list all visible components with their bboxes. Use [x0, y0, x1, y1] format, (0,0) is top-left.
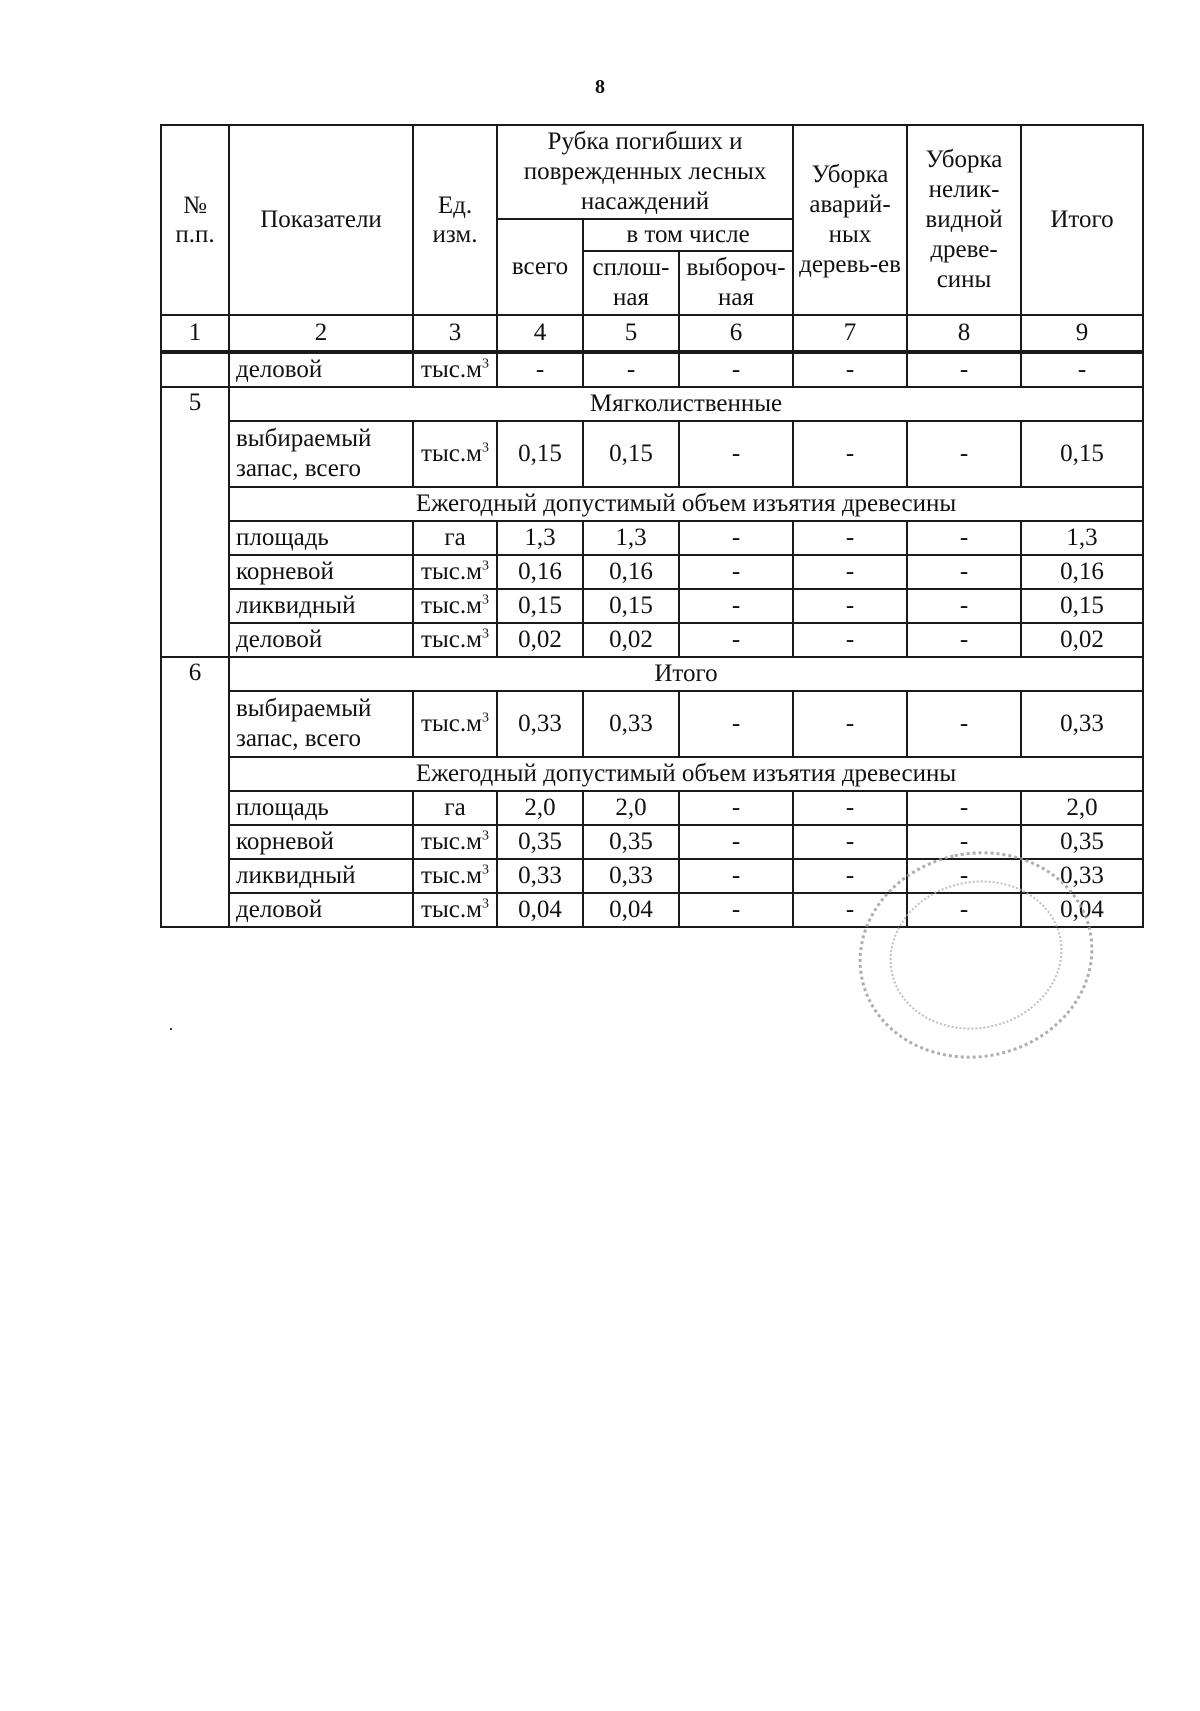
value-cell-col-4: - [497, 352, 583, 387]
value-cell-col-7: - [793, 623, 907, 657]
header-total-sub: всего [497, 219, 583, 315]
indicator-label: площадь [229, 791, 413, 825]
column-number-8: 8 [907, 315, 1021, 352]
value-cell-col-4: 0,15 [497, 589, 583, 623]
value-cell-col-5: 0,33 [583, 691, 679, 757]
value-cell-col-5: 1,3 [583, 521, 679, 555]
value-cell-col-4: 0,33 [497, 691, 583, 757]
value-cell-col-7: - [793, 421, 907, 487]
value-cell-col-6: - [679, 589, 793, 623]
header-itogo: Итого [1021, 125, 1143, 315]
value-cell-col-6: - [679, 521, 793, 555]
section-title-row [161, 387, 1143, 421]
value-cell-col-6: - [679, 623, 793, 657]
value-cell-col-4: 0,04 [497, 893, 583, 927]
forest-table [160, 124, 1144, 928]
value-cell-col-5: 0,04 [583, 893, 679, 927]
section-number: 6 [161, 657, 229, 927]
subsection-title-row [161, 757, 1143, 791]
column-number-9: 9 [1021, 315, 1143, 352]
column-number-1: 1 [161, 315, 229, 352]
value-cell-col-8: - [907, 623, 1021, 657]
unit-cell: $тыс.м^3$ [413, 691, 497, 757]
unit-cell: $тыс.м^3$ [413, 893, 497, 927]
value-cell-col-4: 0,02 [497, 623, 583, 657]
value-cell-col-7: - [793, 859, 907, 893]
value-cell-col-5: 0,02 [583, 623, 679, 657]
unit-cell: $тыс.м^3$ [413, 589, 497, 623]
table-row [161, 589, 1143, 623]
value-cell-col-7: - [793, 825, 907, 859]
value-cell-col-7: - [793, 893, 907, 927]
value-cell-col-5: - [583, 352, 679, 387]
section-title: Итого [229, 657, 1143, 691]
section-title: Мягколиственные [229, 387, 1143, 421]
value-cell-col-5: 0,35 [583, 825, 679, 859]
subsection-title: Ежегодный допустимый объем изъятия древесины [229, 487, 1143, 521]
value-cell-col-9: 0,02 [1021, 623, 1143, 657]
header-including: в том числе [583, 219, 793, 251]
value-cell-col-5: 0,15 [583, 589, 679, 623]
value-cell-col-9: - [1021, 352, 1143, 387]
column-number-6: 6 [679, 315, 793, 352]
value-cell-col-4: 0,33 [497, 859, 583, 893]
indicator-label: корневой [229, 825, 413, 859]
column-numbers-row [161, 315, 1143, 352]
unit-cell: $тыс.м^3$ [413, 623, 497, 657]
value-cell-col-6: - [679, 691, 793, 757]
column-number-4: 4 [497, 315, 583, 352]
indicator-label: деловой [229, 623, 413, 657]
column-number-2: 2 [229, 315, 413, 352]
section-title-row [161, 657, 1143, 691]
value-cell-col-4: 2,0 [497, 791, 583, 825]
value-cell-col-9: 0,33 [1021, 859, 1143, 893]
header-unit: Ед. изм. [413, 125, 497, 315]
indicator-label: деловой [229, 352, 413, 387]
value-cell-col-6: - [679, 859, 793, 893]
value-cell-col-7: - [793, 521, 907, 555]
header-indicators: Показатели [229, 125, 413, 315]
page-number: 8 [595, 76, 605, 98]
header-illiquid: Уборка нелик-видной древе-сины [907, 125, 1021, 315]
value-cell-col-7: - [793, 352, 907, 387]
table-row [161, 521, 1143, 555]
unit-cell: $тыс.м^3$ [413, 421, 497, 487]
column-number-3: 3 [413, 315, 497, 352]
table-row [161, 623, 1143, 657]
value-cell-col-8: - [907, 825, 1021, 859]
header-selective: выбороч-ная [679, 251, 793, 315]
header-num: № п.п. [161, 125, 229, 315]
value-cell-col-8: - [907, 791, 1021, 825]
value-cell-col-6: - [679, 555, 793, 589]
value-cell-col-7: - [793, 791, 907, 825]
scan-speck [170, 1028, 172, 1030]
value-cell-col-7: - [793, 691, 907, 757]
value-cell-col-9: 0,04 [1021, 893, 1143, 927]
indicator-label: ликвидный [229, 859, 413, 893]
stock-row [161, 421, 1143, 487]
column-number-7: 7 [793, 315, 907, 352]
indicator-label: деловой [229, 893, 413, 927]
value-cell-col-9: 0,15 [1021, 589, 1143, 623]
value-cell-col-6: - [679, 893, 793, 927]
value-cell-col-6: - [679, 791, 793, 825]
table-row [161, 555, 1143, 589]
value-cell-col-6: - [679, 825, 793, 859]
row-num-cell [161, 352, 229, 387]
value-cell-col-9: 1,3 [1021, 521, 1143, 555]
column-number-5: 5 [583, 315, 679, 352]
value-cell-col-6: - [679, 421, 793, 487]
header-emergency: Уборка аварий-ных деревь-ев [793, 125, 907, 315]
header-clear: сплош-ная [583, 251, 679, 315]
value-cell-col-5: 0,16 [583, 555, 679, 589]
unit-cell: га [413, 791, 497, 825]
table-row [161, 791, 1143, 825]
indicator-label: площадь [229, 521, 413, 555]
value-cell-col-7: - [793, 589, 907, 623]
value-cell-col-9: 2,0 [1021, 791, 1143, 825]
indicator-label: выбираемый запас, всего [229, 421, 413, 487]
value-cell-col-8: - [907, 893, 1021, 927]
value-cell-col-9: 0,15 [1021, 421, 1143, 487]
value-cell-col-9: 0,33 [1021, 691, 1143, 757]
unit-cell: $тыс.м^3$ [413, 555, 497, 589]
value-cell-col-4: 0,16 [497, 555, 583, 589]
value-cell-col-6: - [679, 352, 793, 387]
value-cell-col-8: - [907, 691, 1021, 757]
value-cell-col-9: 0,35 [1021, 825, 1143, 859]
unit-cell: $тыс.м^3$ [413, 825, 497, 859]
value-cell-col-8: - [907, 521, 1021, 555]
indicator-label: ликвидный [229, 589, 413, 623]
unit-cell: га [413, 521, 497, 555]
value-cell-col-8: - [907, 421, 1021, 487]
unit-cell: $тыс.м^3$ [413, 859, 497, 893]
subsection-title: Ежегодный допустимый объем изъятия древесины [229, 757, 1143, 791]
value-cell-col-8: - [907, 352, 1021, 387]
value-cell-col-4: 0,15 [497, 421, 583, 487]
value-cell-col-7: - [793, 555, 907, 589]
stock-row [161, 691, 1143, 757]
value-cell-col-8: - [907, 589, 1021, 623]
value-cell-col-8: - [907, 859, 1021, 893]
value-cell-col-4: 0,35 [497, 825, 583, 859]
table-row [161, 352, 1143, 387]
header-felling: Рубка погибших и поврежденных лесных насаждений [497, 125, 793, 219]
value-cell-col-5: 0,33 [583, 859, 679, 893]
value-cell-col-8: - [907, 555, 1021, 589]
value-cell-col-4: 1,3 [497, 521, 583, 555]
indicator-label: выбираемый запас, всего [229, 691, 413, 757]
value-cell-col-5: 0,15 [583, 421, 679, 487]
unit-cell: $тыс.м^3$ [413, 352, 497, 387]
subsection-title-row [161, 487, 1143, 521]
indicator-label: корневой [229, 555, 413, 589]
value-cell-col-5: 2,0 [583, 791, 679, 825]
value-cell-col-9: 0,16 [1021, 555, 1143, 589]
section-number: 5 [161, 387, 229, 657]
